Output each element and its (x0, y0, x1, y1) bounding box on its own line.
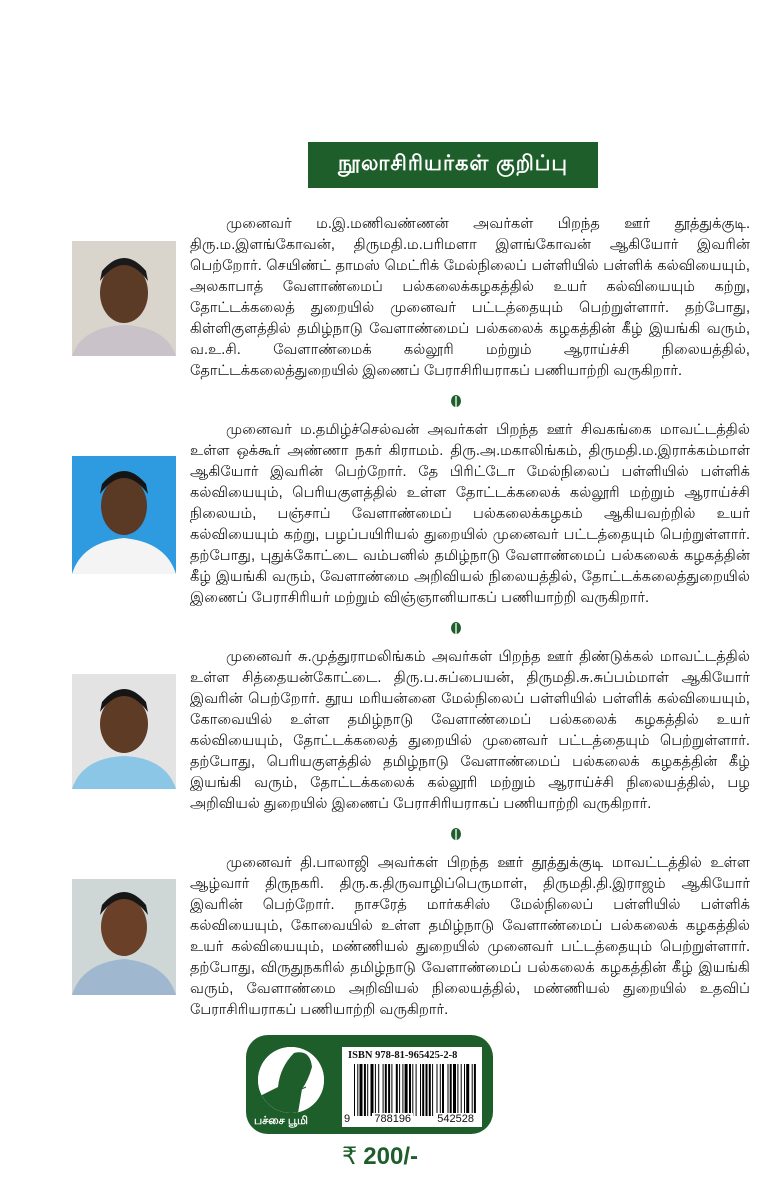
author-bio-3: முனைவர் சு.முத்துராமலிங்கம் அவர்கள் பிறந்த ஊர் திண்டுக்கல் மாவட்டத்தில் உள்ள சித்தையன்கோட்டை. திரு.ப.சுப்பையன், திருமதி.சு.சுப்பம்மாள் ஆகியோர் இவரின் பெற்றோர். தூய மரியன்னை மேல்நிலைப் பள்ளியில் பள்ளிக் கல்வியையும், கோவையில் உள்ள தமிழ்நாடு வேளாண்மைப் பல்கலைக் கழகத்தில் உயர் கல்வியையும், தோட்டக்கலைத் துறையில் முனைவர் பட்டத்தையும் பெற்றுள்ளார். தற்போது, பெரியகுளத்தில் தமிழ்நாடு வேளாண்மைப் பல்கலைக் கழகத்தின் கீழ் இயங்கி வரும், தோட்டக்கலைக் கல்லூரி மற்றும் ஆராய்ச்சி நிலையத்தில், பழ அறிவியல் துறையில் இணைப் பேராசிரியராகப் பணியாற்றி வருகிறார். (190, 649, 750, 812)
barcode-bar (364, 1064, 366, 1116)
barcode-bar (405, 1064, 408, 1116)
barcode-digit-group: 9 (344, 1113, 351, 1125)
price-value: 200/- (363, 1143, 418, 1170)
barcode-bar (466, 1064, 469, 1116)
leaf-ornament-icon (449, 394, 463, 408)
barcode-digits (344, 1113, 480, 1125)
barcode-bar (474, 1064, 476, 1116)
author-bio-4: முனைவர் தி.பாலாஜி அவர்கள் பிறந்த ஊர் தூத்துக்குடி மாவட்டத்தில் உள்ள ஆழ்வார் திருநகரி. திரு.க.திருவாழிப்பெருமாள், திருமதி.தி.இராஜம் ஆகியோர் இவரின் பெற்றோர். நாசரேத் மார்கசிஸ் மேல்நிலைப் பள்ளியில் பள்ளிக் கல்வியையும், கோவையில் உள்ள தமிழ்நாடு வேளாண்மைப் பல்கலைக் கழகத்தில் உயர் கல்வியையும், மண்ணியல் துறையில் முனைவர் பட்டத்தையும் பெற்றுள்ளார். தற்போது, விருதுநகரில் தமிழ்நாடு வேளாண்மைப் பல்கலைக் கழகத்தின் கீழ் இயங்கி வரும், வேளாண்மை அறிவியல் நிலையத்தில், மண்ணியல் துறையில் உதவிப் பேராசிரியராகப் பணியாற்றி வருகிறார். (190, 855, 750, 1018)
barcode-bar (420, 1064, 421, 1116)
barcode-bar (472, 1064, 473, 1116)
barcode-bar (367, 1064, 368, 1116)
author-section-4 (0, 853, 760, 1021)
barcode-bar (429, 1064, 431, 1116)
barcode-digit-group: 788196 (374, 1113, 412, 1125)
author-section-1 (0, 214, 760, 382)
barcode-bar (416, 1064, 417, 1116)
author-section-3 (0, 647, 760, 815)
barcode-bar (432, 1064, 433, 1116)
author-bio-2: முனைவர் ம.தமிழ்ச்செல்வன் அவர்கள் பிறந்த ஊர் சிவகங்கை மாவட்டத்தில் உள்ள ஒக்கூர் அண்ணா நகர் கிராமம். திரு.அ.மகாலிங்கம், திருமதி.ம.இராக்கம்மாள் ஆகியோர் இவரின் பெற்றோர். தே பிரிட்டோ மேல்நிலைப் பள்ளியில் பள்ளிக் கல்வியையும், பெரியகுளத்தில் உள்ள தோட்டக்கலைக் கல்லூரி மற்றும் ஆராய்ச்சி நிலையம், பஞ்சாப் வேளாண்மைப் பல்கலைக்கழகம் ஆகியவற்றில் உயர் கல்வியையும் கற்று, பழப்பயிரியல் துறையில் முனைவர் பட்டத்தையும் பெற்றுள்ளார். தற்போது, புதுக்கோட்டை வம்பனில் தமிழ்நாடு வேளாண்மைப் பல்கலைக் கழகத்தின் கீழ் இயங்கி வரும், வேளாண்மை அறிவியல் நிலையத்தில், தோட்டக்கலைத்துறையில் இணைப் பேராசிரியர் மற்றும் விஞ்ஞானியாகப் பணியாற்றி வருகிறார். (190, 422, 750, 606)
barcode-bar (464, 1064, 465, 1116)
barcode-bar (391, 1064, 392, 1116)
section-title: நூலாசிரியர்கள் குறிப்பு (308, 142, 598, 188)
barcode-bars (352, 1064, 476, 1116)
barcode-bar (453, 1064, 456, 1116)
publisher-name: பச்சை பூமி (254, 1115, 308, 1127)
rupee-symbol: ₹ (342, 1143, 358, 1170)
barcode-bar (457, 1064, 458, 1116)
barcode-bar (440, 1064, 441, 1116)
barcode-bar (388, 1064, 390, 1116)
price (0, 1142, 760, 1171)
barcode-bar (396, 1064, 398, 1116)
barcode-bar (442, 1064, 444, 1116)
leaf-ornament-icon (449, 827, 463, 841)
barcode-digit-group: 542528 (437, 1113, 474, 1125)
isbn-label: ISBN 978-81-965425-2-8 (348, 1050, 458, 1061)
barcode-bar (378, 1064, 379, 1116)
author-photo-4 (72, 879, 176, 995)
publisher-logo (258, 1047, 324, 1113)
author-bio-1: முனைவர் ம.இ.மணிவண்ணன் அவர்கள் பிறந்த ஊர் தூத்துக்குடி. திரு.ம.இளங்கோவன், திருமதி.ம.பரிமளா இளங்கோவன் ஆகியோர் இவரின் பெற்றோர். செயிண்ட் தாமஸ் மெட்ரிக் மேல்நிலைப் பள்ளியில் பள்ளிக் கல்வியையும், அலகாபாத் வேளாண்மைப் பல்கலைக்கழகத்தில் உயர் கல்வியையும் கற்று, தோட்டக்கலைத் துறையில் முனைவர் பட்டத்தையும் பெற்றுள்ளார். தற்போது, கிள்ளிகுளத்தில் தமிழ்நாடு வேளாண்மைப் பல்கலைக் கழகத்தின் கீழ் இயங்கி வரும், வ.உ.சி. வேளாண்மைக் கல்லூரி மற்றும் ஆராய்ச்சி நிலையத்தில், தோட்டக்கலைத்துறையில் இணைப் பேராசிரியராகப் பணியாற்றி வருகிறார். (190, 216, 750, 379)
barcode-bar (357, 1064, 358, 1116)
barcode-bar (360, 1064, 363, 1116)
barcode-bar (412, 1064, 413, 1116)
author-photo-1 (72, 241, 176, 356)
author-photo-3 (72, 674, 176, 789)
barcode-bar (385, 1064, 387, 1116)
barcode-bar (399, 1064, 400, 1116)
author-section-2 (0, 420, 760, 609)
barcode-bar (402, 1064, 403, 1116)
barcode-bar (422, 1064, 424, 1116)
barcode-bar (448, 1064, 449, 1116)
barcode-bar (409, 1064, 411, 1116)
barcode-bar (461, 1064, 462, 1116)
barcode-bar (426, 1064, 428, 1116)
barcode-bar (383, 1064, 384, 1116)
publisher-badge (246, 1035, 493, 1134)
leaf-ornament-icon (449, 621, 463, 635)
barcode-bar (450, 1064, 452, 1116)
barcode-bar (375, 1064, 376, 1116)
barcode-bar (354, 1064, 355, 1116)
isbn-barcode (342, 1047, 482, 1127)
author-photo-2 (72, 456, 176, 574)
barcode-bar (371, 1064, 374, 1116)
barcode-bar (437, 1064, 438, 1116)
